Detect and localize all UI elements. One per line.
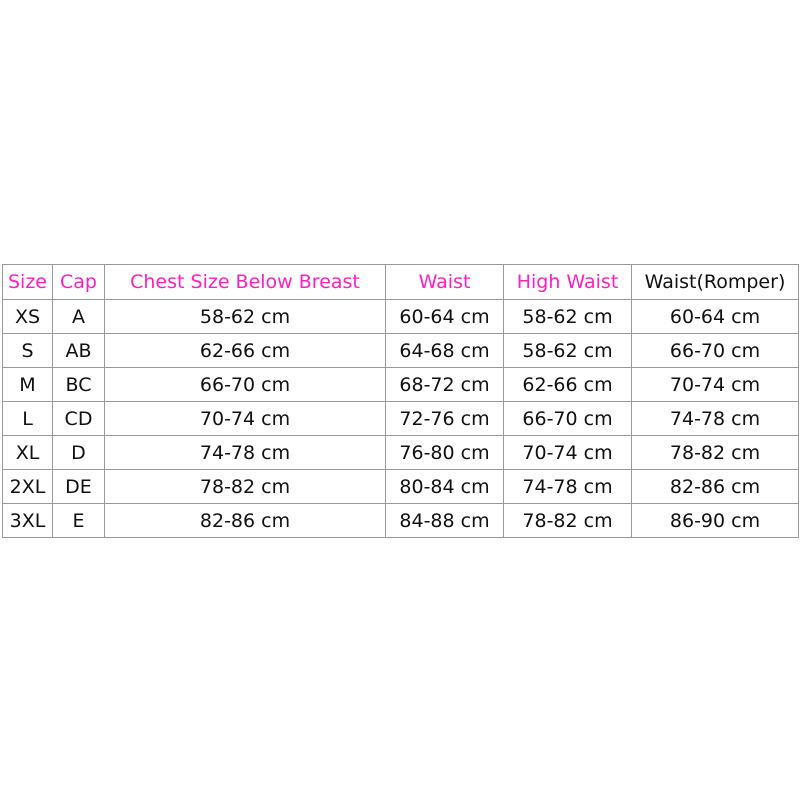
cell-cap: E [53,504,105,538]
cell-waist: 60-64 cm [386,300,504,334]
cell-chest: 70-74 cm [105,402,386,436]
cell-size: XS [3,300,53,334]
table-row [3,470,799,504]
cell-cap: A [53,300,105,334]
cell-waist: 68-72 cm [386,368,504,402]
cell-high-waist: 66-70 cm [504,402,632,436]
size-chart-table [2,264,799,538]
table-row [3,368,799,402]
cell-high-waist: 78-82 cm [504,504,632,538]
header-high-waist: High Waist [504,265,632,300]
header-waist: Waist [386,265,504,300]
cell-waist-romper: 70-74 cm [632,368,799,402]
header-size: Size [3,265,53,300]
cell-size: M [3,368,53,402]
cell-chest: 82-86 cm [105,504,386,538]
table-row [3,334,799,368]
cell-size: S [3,334,53,368]
table-row [3,402,799,436]
cell-waist-romper: 86-90 cm [632,504,799,538]
cell-waist-romper: 78-82 cm [632,436,799,470]
cell-size: XL [3,436,53,470]
cell-high-waist: 70-74 cm [504,436,632,470]
cell-chest: 74-78 cm [105,436,386,470]
header-cap: Cap [53,265,105,300]
cell-waist: 80-84 cm [386,470,504,504]
cell-waist-romper: 82-86 cm [632,470,799,504]
cell-waist-romper: 74-78 cm [632,402,799,436]
cell-cap: CD [53,402,105,436]
cell-chest: 62-66 cm [105,334,386,368]
cell-cap: BC [53,368,105,402]
table-row [3,300,799,334]
cell-waist: 64-68 cm [386,334,504,368]
cell-waist: 76-80 cm [386,436,504,470]
table-row [3,504,799,538]
cell-size: 3XL [3,504,53,538]
cell-high-waist: 58-62 cm [504,334,632,368]
cell-chest: 58-62 cm [105,300,386,334]
header-row [3,265,799,300]
cell-waist: 84-88 cm [386,504,504,538]
cell-size: L [3,402,53,436]
cell-waist-romper: 66-70 cm [632,334,799,368]
cell-waist: 72-76 cm [386,402,504,436]
header-waist-romper: Waist(Romper) [632,265,799,300]
table-row [3,436,799,470]
cell-size: 2XL [3,470,53,504]
cell-cap: AB [53,334,105,368]
cell-cap: D [53,436,105,470]
header-chest-size-below-breast: Chest Size Below Breast [105,265,386,300]
cell-high-waist: 74-78 cm [504,470,632,504]
cell-waist-romper: 60-64 cm [632,300,799,334]
cell-high-waist: 58-62 cm [504,300,632,334]
cell-high-waist: 62-66 cm [504,368,632,402]
cell-chest: 78-82 cm [105,470,386,504]
cell-cap: DE [53,470,105,504]
cell-chest: 66-70 cm [105,368,386,402]
